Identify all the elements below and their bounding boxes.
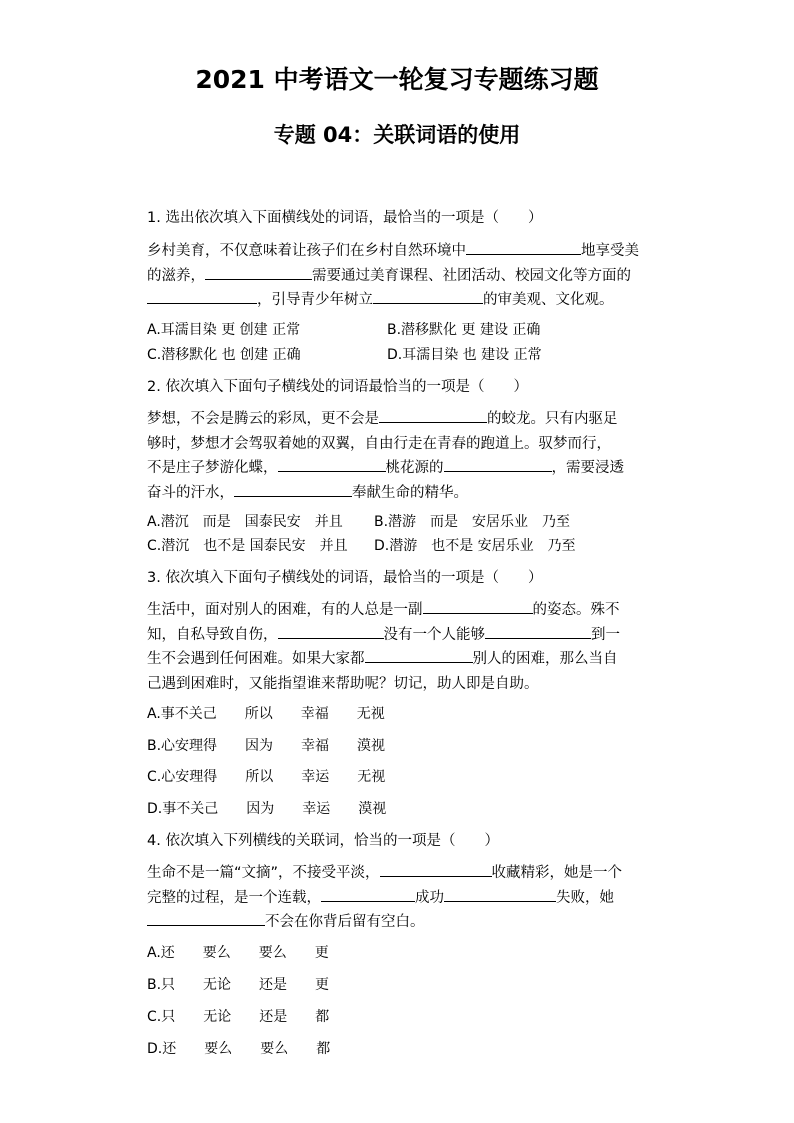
answer-blank [321,886,415,902]
question-4-option-c: C.只 无论 还是 都 [147,1009,330,1025]
question-4-stem: 4. 依次填入下列横线的关联词，恰当的一项是（ ） [147,833,499,849]
passage-text: 乡村美育，不仅意味着让孩子们在乡村自然环境中 [147,243,466,259]
passage-text: 不会在你背后留有空白。 [265,914,425,930]
answer-blank [444,456,552,472]
question-3-option-a: A.事不关己 所以 幸福 无视 [147,706,385,722]
passage-text: 的审美观、文化观。 [483,292,614,308]
passage-text: 地享受美 [581,243,639,259]
answer-blank [147,288,257,304]
question-1-option-a: A.耳濡目染 更 创建 正常 [147,322,301,338]
passage-text: 梦想，不会是腾云的彩凤，更不会是 [147,411,379,427]
answer-blank [466,239,581,255]
passage-text: 不是庄子梦游化蝶， [147,460,278,476]
question-1-option-b: B.潜移默化 更 建设 正确 [387,322,541,338]
answer-blank [205,264,312,280]
question-3-stem: 3. 依次填入下面句子横线处的词语，最恰当的一项是（ ） [147,570,543,586]
question-2-passage [147,407,677,505]
passage-text: 己遇到困难时，又能指望谁来帮助呢？切记，助人即是自助。 [147,675,539,692]
passage-text: 收藏精彩，她是一个 [491,865,623,881]
answer-blank [444,886,556,902]
passage-text: 奋斗的汗水， [147,484,234,501]
question-2-option-d: D.潜游 也不是 安居乐业 乃至 [374,538,576,554]
answer-blank [278,456,386,472]
passage-text: 到一 [591,626,620,643]
question-3-passage [147,598,677,696]
answer-blank [373,288,483,304]
question-1-option-d: D.耳濡目染 也 建设 正常 [387,347,542,363]
passage-text: 失败，她 [556,889,614,906]
passage-text: 的姿态。殊不 [532,602,620,618]
passage-text: 的蛟龙。只有内驱足 [487,411,618,427]
passage-text: 奉献生命的精华。 [352,484,468,501]
question-1-option-c: C.潜移默化 也 创建 正确 [147,347,301,363]
passage-text: 的滋养， [147,267,205,284]
passage-text: 生活中，面对别人的困难，有的人总是一副 [147,602,423,618]
answer-blank [147,910,265,926]
passage-text: ，需要浸透 [551,460,624,476]
passage-text: 生不会遇到任何困难。如果大家都 [147,651,365,667]
answer-blank [278,623,384,639]
question-2-stem: 2. 依次填入下面句子横线处的词语最恰当的一项是（ ） [147,379,528,395]
question-4-option-d: D.还 要么 要么 都 [147,1041,331,1057]
question-3-option-d: D.事不关己 因为 幸运 漠视 [147,801,387,817]
question-3-option-c: C.心安理得 所以 幸运 无视 [147,769,386,785]
answer-blank [380,861,492,877]
passage-text: 完整的过程，是一个连载， [147,889,321,906]
question-4-option-a: A.还 要么 要么 更 [147,945,329,961]
answer-blank [365,647,473,663]
question-2-option-c: C.潜沉 也不是 国泰民安 并且 [147,538,348,554]
question-1-passage [147,239,677,313]
page-subtitle: 专题 04：关联词语的使用 [273,123,521,147]
passage-text: 知，自私导致自伤， [147,626,278,643]
question-3-option-b: B.心安理得 因为 幸福 漠视 [147,738,386,754]
passage-text: 桃花源的 [385,460,444,476]
question-2-option-b: B.潜游 而是 安居乐业 乃至 [374,514,571,530]
answer-blank [379,407,487,423]
answer-blank [423,598,533,614]
question-4-passage [147,861,677,935]
question-1-stem: 1. 选出依次填入下面横线处的词语，最恰当的一项是（ ） [147,210,543,226]
page-title: 2021 中考语文一轮复习专题练习题 [195,65,599,94]
passage-text: 需要通过美育课程、社团活动、校园文化等方面的 [312,267,631,284]
answer-blank [485,623,591,639]
passage-text: ，引导青少年树立 [257,292,373,308]
question-4-option-b: B.只 无论 还是 更 [147,977,330,993]
passage-text: 别人的困难，那么当自 [472,651,618,667]
answer-blank [234,481,352,497]
passage-text: 成功 [415,889,444,906]
question-2-option-a: A.潜沉 而是 国泰民安 并且 [147,514,343,530]
passage-text: 没有一个人能够 [383,626,485,643]
passage-text: 够时，梦想才会驾驭着她的双翼，自由行走在青春的跑道上。驭梦而行， [147,435,611,452]
passage-text: 生命不是一篇“文摘”，不接受平淡， [147,865,380,881]
